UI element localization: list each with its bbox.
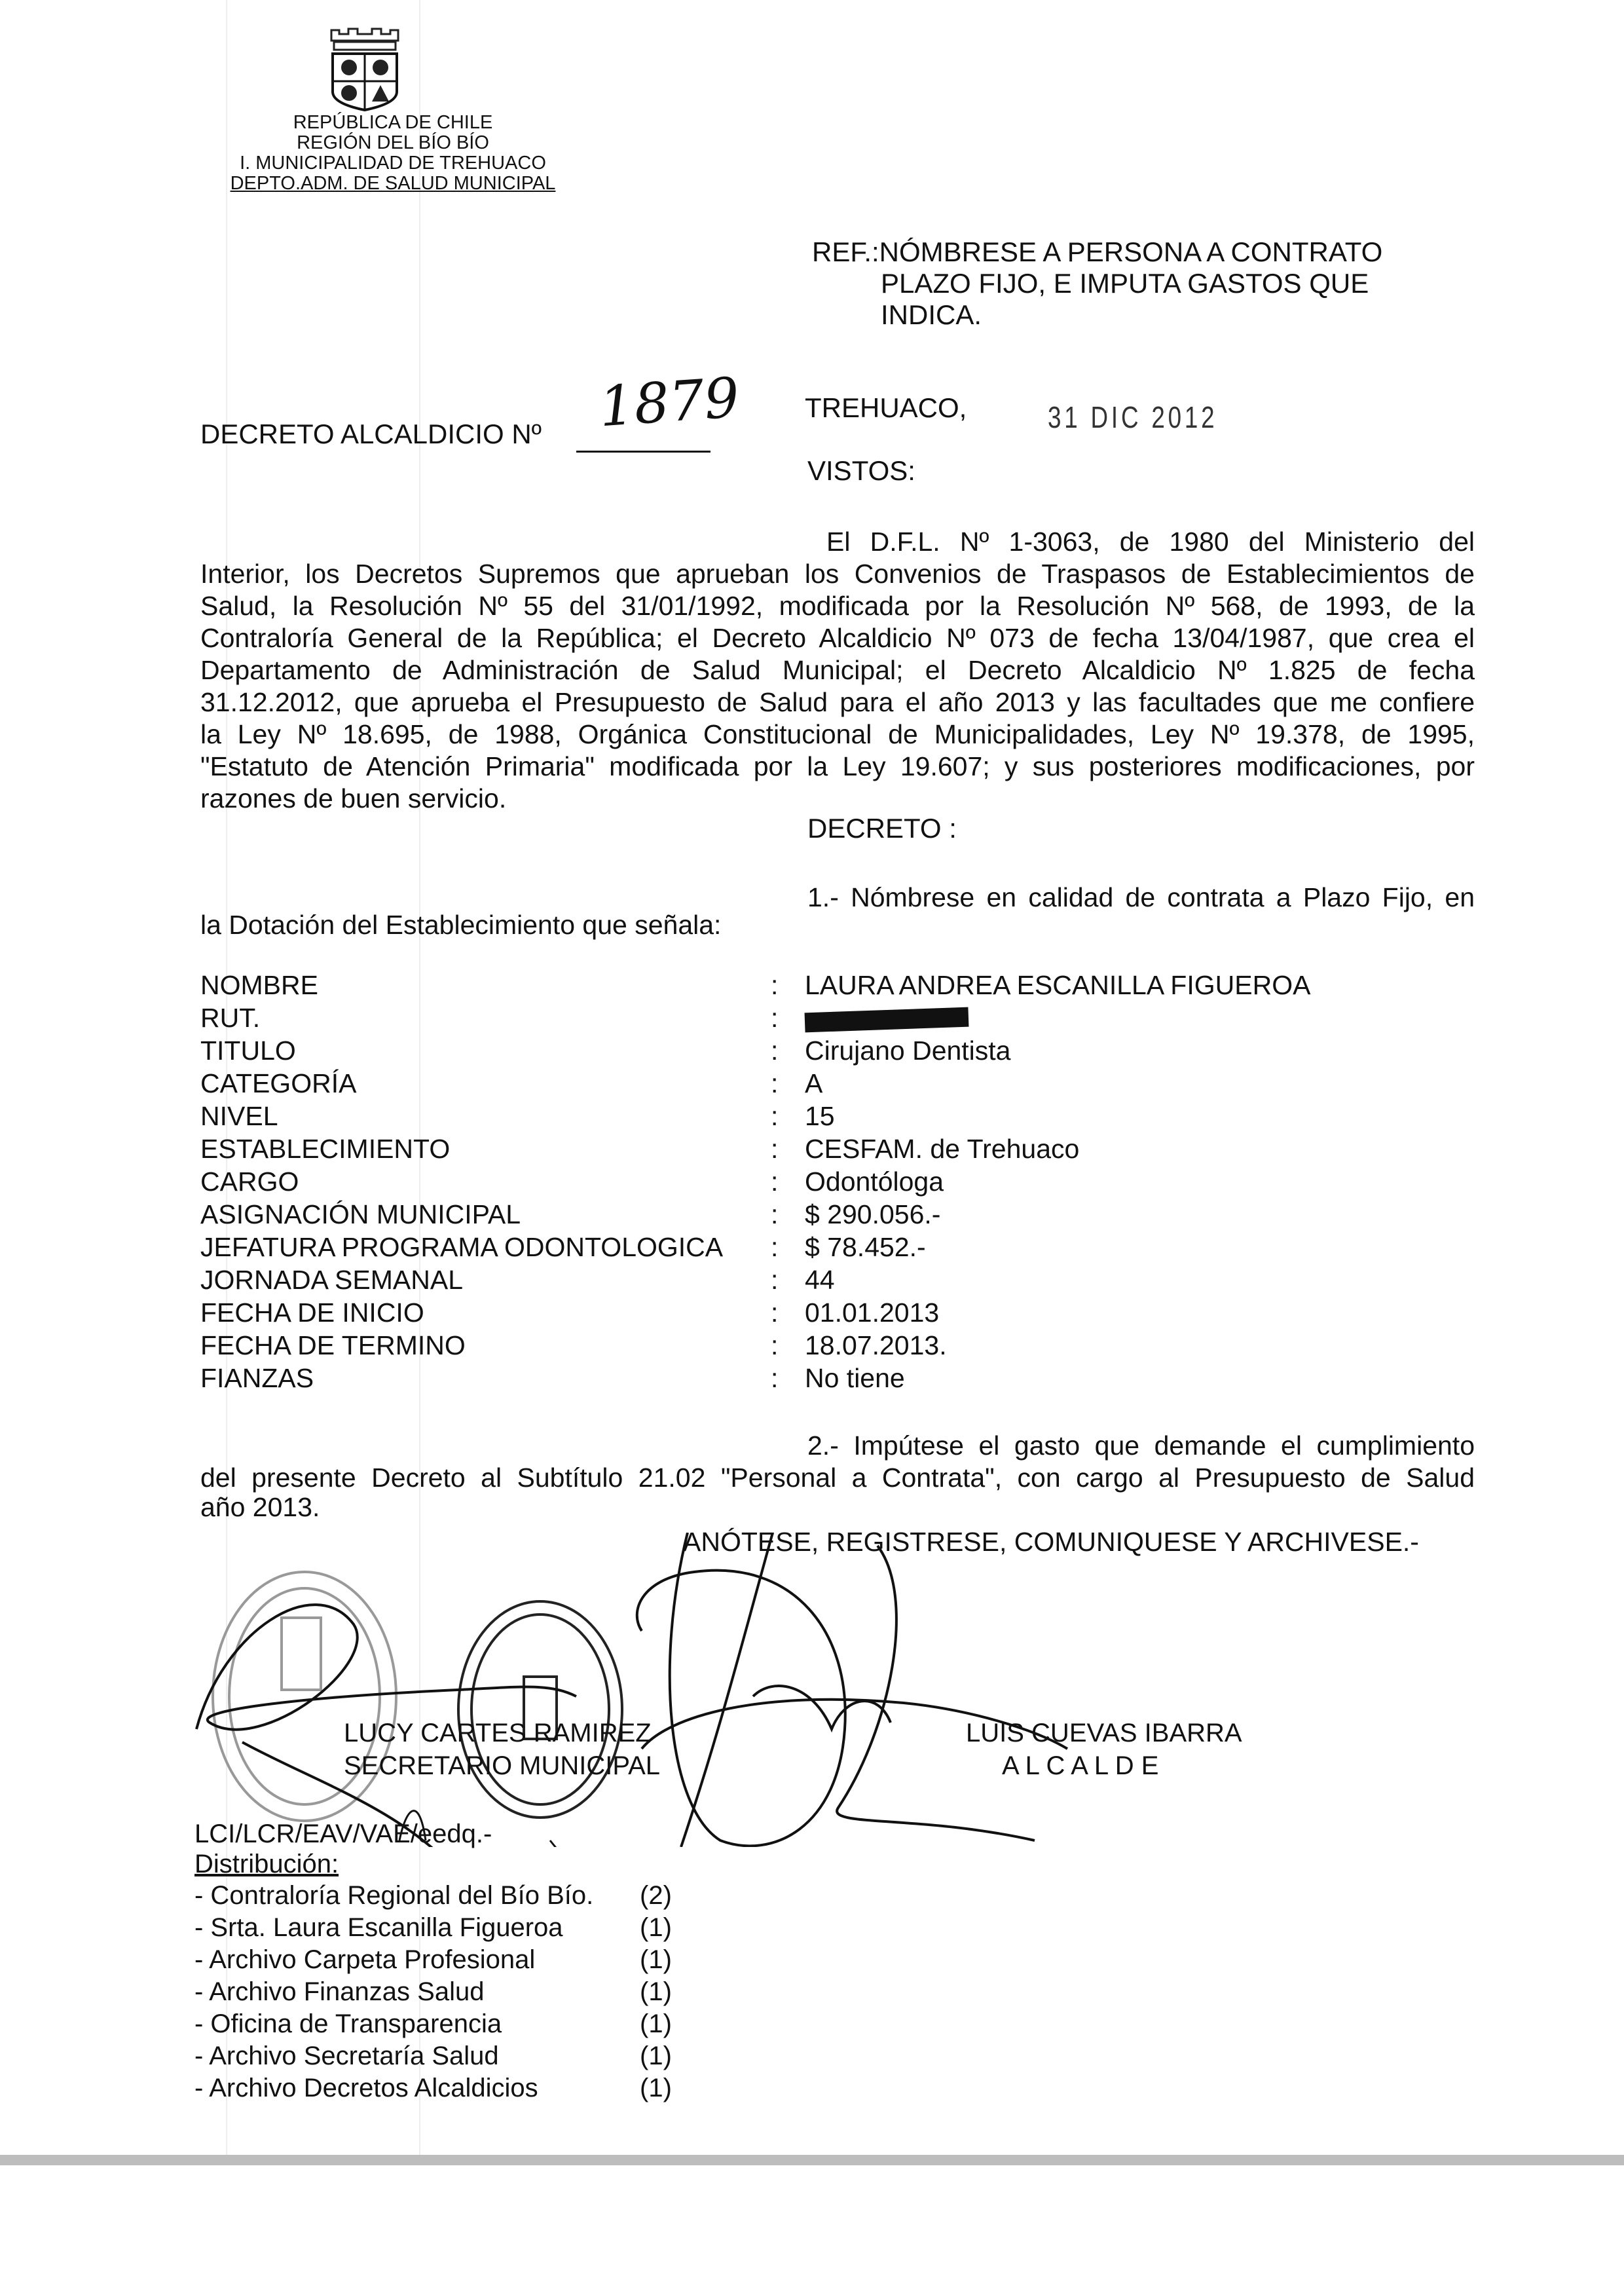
field-label: JORNADA SEMANAL bbox=[200, 1265, 463, 1295]
copies: (2) bbox=[640, 1881, 672, 1910]
field-label: FECHA DE TERMINO bbox=[200, 1330, 466, 1360]
distribution-title: Distribución: bbox=[194, 1850, 339, 1878]
paragraph-line: razones de buen servicio. bbox=[200, 783, 507, 813]
colon: : bbox=[771, 1330, 779, 1360]
vistos-heading: VISTOS: bbox=[807, 455, 915, 486]
field-label: NOMBRE bbox=[200, 970, 318, 1000]
field-value: Odontóloga bbox=[805, 1166, 944, 1197]
field-row bbox=[200, 1035, 1011, 1067]
field-value-redacted bbox=[805, 1002, 969, 1034]
field-label: ESTABLECIMIENTO bbox=[200, 1134, 451, 1164]
field-value: $ 290.056.- bbox=[805, 1199, 941, 1229]
item2-line: del presente Decreto al Subtítulo 21.02 "Personal a Contrata", con cargo al Presupuesto de Salud bbox=[200, 1463, 1475, 1493]
list-item bbox=[194, 2072, 672, 2104]
colon: : bbox=[771, 1297, 779, 1328]
field-row bbox=[200, 1264, 835, 1296]
reference-line: PLAZO FIJO, E IMPUTA GASTOS QUE bbox=[881, 268, 1369, 299]
field-value: No tiene bbox=[805, 1363, 905, 1393]
copies: (1) bbox=[640, 1977, 672, 2006]
item1-line: 1.- Nómbrese en calidad de contrata a Plazo Fijo, en bbox=[807, 882, 1475, 912]
mayor-stamp bbox=[458, 1601, 622, 1818]
colon: : bbox=[771, 1232, 779, 1262]
reference-line: INDICA. bbox=[881, 299, 982, 330]
colon: : bbox=[771, 1363, 779, 1393]
colon: : bbox=[771, 1036, 779, 1066]
list-item bbox=[194, 1912, 672, 1944]
field-label: FECHA DE INICIO bbox=[200, 1297, 424, 1328]
paragraph-line: "Estatuto de Atención Primaria" modificada por la Ley 19.607; y sus posteriores modificaciones, por bbox=[200, 751, 1475, 781]
colon: : bbox=[771, 970, 779, 1000]
field-value: 15 bbox=[805, 1101, 835, 1131]
field-value: CESFAM. de Trehuaco bbox=[805, 1134, 1080, 1164]
scan-edge-band bbox=[0, 2155, 1624, 2165]
colon: : bbox=[771, 1265, 779, 1295]
field-value: LAURA ANDREA ESCANILLA FIGUEROA bbox=[805, 970, 1311, 1000]
item1-line: la Dotación del Establecimiento que señala: bbox=[200, 910, 722, 940]
reference-line: REF.:NÓMBRESE A PERSONA A CONTRATO bbox=[812, 236, 1383, 267]
decree-label: DECRETO ALCALDICIO Nº bbox=[200, 419, 542, 449]
field-row bbox=[200, 1068, 823, 1100]
copies: (1) bbox=[640, 1913, 672, 1942]
copies: (1) bbox=[640, 2009, 672, 2038]
secretary-stamp bbox=[213, 1572, 396, 1821]
paragraph-line: Salud, la Resolución Nº 55 del 31/01/1992, modificada por la Resolución Nº 568, de 1993, de la bbox=[200, 591, 1475, 621]
field-row bbox=[200, 1133, 1080, 1165]
signatures-and-stamps bbox=[183, 1533, 1297, 1847]
field-value: 18.07.2013. bbox=[805, 1330, 947, 1360]
field-label: JEFATURA PROGRAMA ODONTOLOGICA bbox=[200, 1232, 724, 1262]
recipient: - Archivo Finanzas Salud bbox=[194, 1977, 485, 2006]
list-item bbox=[194, 1880, 672, 1912]
field-value: $ 78.452.- bbox=[805, 1232, 926, 1262]
decreto-heading: DECRETO : bbox=[807, 813, 957, 844]
place: TREHUACO, bbox=[805, 392, 967, 423]
mayor-title: A L C A L D E bbox=[1002, 1751, 1159, 1780]
recipient: - Archivo Carpeta Profesional bbox=[194, 1945, 536, 1974]
list-item bbox=[194, 1944, 672, 1976]
letterhead-line: I. MUNICIPALIDAD DE TREHUACO bbox=[240, 153, 546, 174]
item2-line: 2.- Impútese el gasto que demande el cumplimiento bbox=[807, 1430, 1475, 1461]
secretary-name: LUCY CARTES RAMIREZ bbox=[344, 1719, 652, 1747]
field-row bbox=[200, 969, 1311, 1001]
number-underline bbox=[576, 451, 710, 453]
field-row bbox=[200, 1231, 926, 1263]
date-stamp: 31 DIC 2012 bbox=[1048, 400, 1218, 434]
item2-line: año 2013. bbox=[200, 1492, 320, 1522]
field-label: RUT. bbox=[200, 1003, 261, 1033]
copies: (1) bbox=[640, 1945, 672, 1974]
initials-reference: LCI/LCR/EAV/VAE/eedq.- bbox=[194, 1819, 492, 1848]
secretary-title: SECRETARIO MUNICIPAL bbox=[344, 1751, 661, 1780]
recipient: - Archivo Secretaría Salud bbox=[194, 2042, 499, 2070]
recipient: - Srta. Laura Escanilla Figueroa bbox=[194, 1913, 563, 1942]
decree-number-handwritten: 1879 bbox=[597, 365, 741, 439]
paragraph-line: 31.12.2012, que aprueba el Presupuesto de Salud para el año 2013 y las facultades que me confiere bbox=[200, 687, 1475, 717]
field-value: 01.01.2013 bbox=[805, 1297, 940, 1328]
field-row bbox=[200, 1166, 944, 1198]
paragraph-line: Interior, los Decretos Supremos que aprueban los Convenios de Traspasos de Establecimientos de bbox=[200, 559, 1475, 589]
field-row bbox=[200, 1100, 835, 1132]
field-label: TITULO bbox=[200, 1036, 296, 1066]
field-value: Cirujano Dentista bbox=[805, 1036, 1011, 1066]
field-row bbox=[200, 1297, 940, 1329]
list-item bbox=[194, 1976, 672, 2008]
field-row bbox=[200, 1330, 947, 1362]
mayor-name: LUIS CUEVAS IBARRA bbox=[966, 1719, 1242, 1747]
list-item bbox=[194, 2040, 672, 2072]
letterhead bbox=[196, 113, 589, 194]
field-row bbox=[200, 1199, 941, 1231]
field-row bbox=[200, 1362, 905, 1394]
field-label: ASIGNACIÓN MUNICIPAL bbox=[200, 1199, 521, 1229]
redaction-mark bbox=[805, 1007, 969, 1033]
field-label: CARGO bbox=[200, 1166, 299, 1197]
colon: : bbox=[771, 1101, 779, 1131]
field-label: CATEGORÍA bbox=[200, 1068, 357, 1098]
colon: : bbox=[771, 1166, 779, 1197]
paragraph-line: El D.F.L. Nº 1-3063, de 1980 del Ministerio del bbox=[826, 527, 1475, 557]
colon: : bbox=[771, 1134, 779, 1164]
copies: (1) bbox=[640, 2042, 672, 2070]
field-row bbox=[200, 1002, 779, 1034]
recipient: - Oficina de Transparencia bbox=[194, 2009, 502, 2038]
paragraph-line: la Ley Nº 18.695, de 1988, Orgánica Constitucional de Municipalidades, Ley Nº 19.378, de 1995, bbox=[200, 719, 1475, 749]
colon: : bbox=[771, 1068, 779, 1098]
letterhead-line: DEPTO.ADM. DE SALUD MUNICIPAL bbox=[230, 173, 556, 194]
colon: : bbox=[771, 1003, 779, 1033]
copies: (1) bbox=[640, 2074, 672, 2102]
recipient: - Archivo Decretos Alcaldicios bbox=[194, 2074, 538, 2102]
field-label: NIVEL bbox=[200, 1101, 278, 1131]
coat-of-arms-icon bbox=[325, 26, 405, 111]
field-label: FIANZAS bbox=[200, 1363, 314, 1393]
closing-formula: ANÓTESE, REGISTRESE, COMUNIQUESE Y ARCHIVESE.- bbox=[683, 1527, 1419, 1557]
recipient: - Contraloría Regional del Bío Bío. bbox=[194, 1881, 594, 1910]
paragraph-line: Departamento de Administración de Salud Municipal; el Decreto Alcaldicio Nº 1.825 de fecha bbox=[200, 655, 1475, 685]
list-item bbox=[194, 2008, 672, 2040]
paragraph-line: Contraloría General de la República; el Decreto Alcaldicio Nº 073 de fecha 13/04/1987, que crea el bbox=[200, 623, 1475, 653]
colon: : bbox=[771, 1199, 779, 1229]
letterhead-line: REPÚBLICA DE CHILE bbox=[293, 112, 493, 133]
letterhead-line: REGIÓN DEL BÍO BÍO bbox=[297, 132, 489, 153]
field-value: A bbox=[805, 1068, 823, 1098]
field-value: 44 bbox=[805, 1265, 835, 1295]
